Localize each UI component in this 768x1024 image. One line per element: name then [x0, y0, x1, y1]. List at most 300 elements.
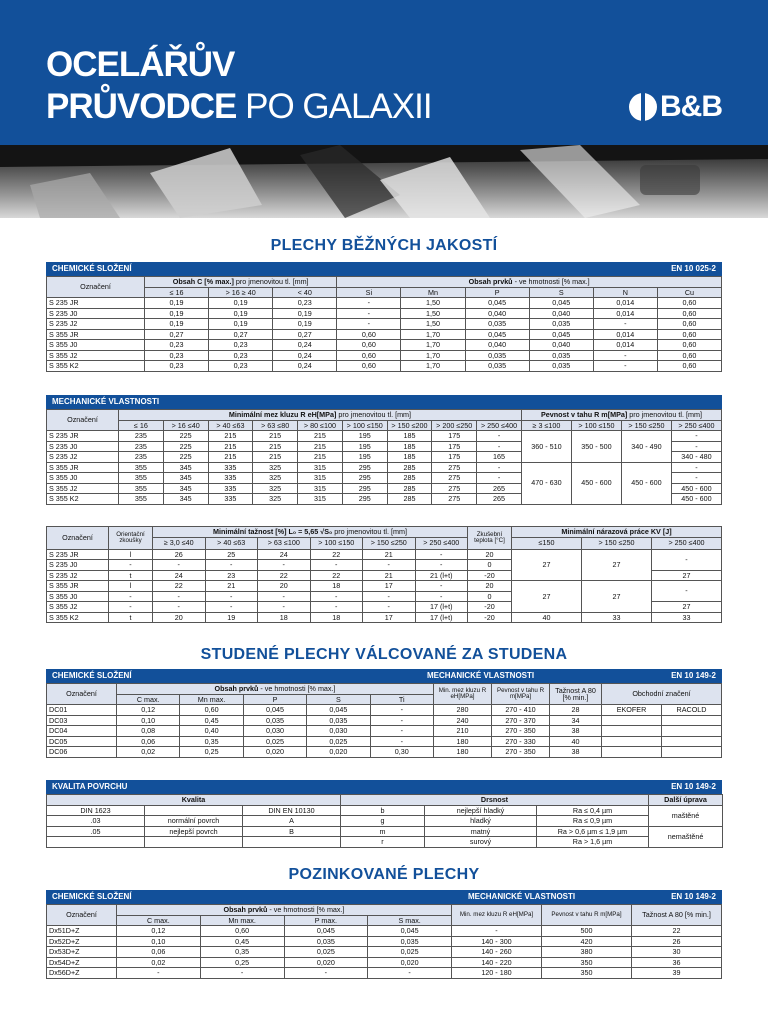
table-cell: 235	[119, 441, 164, 452]
page-title-line2: PRŮVODCE PO GALAXII	[46, 87, 432, 126]
table-cell: 0,045	[284, 926, 368, 937]
table-cell: 0,19	[273, 319, 337, 330]
table-row	[47, 826, 723, 837]
table-cell: 0,23	[145, 340, 209, 351]
table-cell: 21 (l+t)	[415, 570, 468, 581]
column-header: Tažnost A 80 [% min.]	[550, 684, 602, 705]
column-header: Min. mez kluzu R eH[MPa]	[434, 684, 492, 705]
table-cell: 335	[208, 473, 253, 484]
table-cell: A	[243, 816, 341, 827]
table-cell: -	[477, 462, 522, 473]
table-cell: -	[671, 462, 721, 473]
table-row	[47, 329, 722, 340]
table-cell: -	[117, 968, 201, 979]
table-cell: 0,12	[117, 705, 180, 716]
table-cell: 215	[208, 441, 253, 452]
table-cell: 175	[432, 431, 477, 442]
table-cell: 140 - 260	[452, 947, 542, 958]
table-cell: 0,10	[117, 715, 180, 726]
table-cell: S 355 K2	[47, 361, 145, 372]
column-header: > 100 ≤150	[571, 420, 621, 431]
table-cell: 0,12	[117, 926, 201, 937]
table-cell	[602, 715, 662, 726]
table-cell: 0,24	[273, 361, 337, 372]
table-cell: 185	[387, 431, 432, 442]
column-header: Orientační zkoušky	[109, 527, 153, 550]
table-cell: 18	[258, 612, 311, 623]
table-cell: 0,040	[465, 308, 529, 319]
brand-logo: B&B	[629, 90, 722, 124]
table-cell: 20	[153, 612, 206, 623]
table-cell: 1,70	[401, 340, 465, 351]
column-header: ≤150	[512, 537, 582, 549]
table-cell: 0,045	[529, 298, 593, 309]
table-cell: nejlepší hladký	[425, 805, 537, 816]
table-cell: 340 - 480	[671, 452, 721, 463]
table-cell: 0,60	[180, 705, 243, 716]
table-cell: 285	[387, 473, 432, 484]
table-row	[47, 462, 722, 473]
column-header: > 250 ≤400	[652, 537, 722, 549]
table-cell: 25	[205, 549, 258, 560]
table-cell: -	[109, 602, 153, 613]
table-cell: RACOLD	[662, 705, 722, 716]
table-cell: 22	[310, 570, 363, 581]
table-cell: -	[200, 968, 284, 979]
table-cell: nejlepší povrch	[145, 826, 243, 837]
table-cell: 350	[542, 957, 632, 968]
table-cell: 185	[387, 441, 432, 452]
table-cell: S 355 K2	[47, 494, 119, 505]
table-cell: S 355 J2	[47, 350, 145, 361]
column-header: P max.	[284, 915, 368, 926]
column-header: Označení	[47, 684, 117, 705]
table-cell: t	[109, 570, 153, 581]
table-cell: 0,020	[284, 957, 368, 968]
table-cell: 165	[477, 452, 522, 463]
table-cell: DC06	[47, 747, 117, 758]
column-header: > 16 ≤40	[163, 420, 208, 431]
table-cell: 33	[582, 612, 652, 623]
table-cell: -	[363, 591, 416, 602]
table-cell: -	[415, 549, 468, 560]
table-cell: 27	[652, 570, 722, 581]
table-cell: 0,035	[529, 319, 593, 330]
column-header: Pevnost v tahu R m[MPa]	[542, 905, 632, 926]
table-cell: 450 - 600	[621, 462, 671, 504]
table-cell: 1,70	[401, 361, 465, 372]
table-cell: -	[109, 560, 153, 571]
table-cell: 30	[632, 947, 722, 958]
table-row	[47, 308, 722, 319]
table-row	[47, 726, 722, 737]
table-cell: 38	[550, 726, 602, 737]
table-cell: 24	[258, 549, 311, 560]
table-cell: 0,020	[243, 747, 306, 758]
table-cell: 0,035	[465, 319, 529, 330]
table-cell: 315	[298, 462, 343, 473]
chem-composition-table-1: CHEMICKÉ SLOŽENÍ EN 10 025-2 Označení Obsah C [% max.] pro jmenovitou tl. [mm] Obsah prvků - ve hmotnosti [% max.] ≤ 16 > 16 ≥ 40 < 40 Si Mn P S N Cu S 235 JR 0,19 0,19 0,23 - 1,50 0,045 0,045 0,014 0,60 S 235 J0 0,19 0,19 0,19 - 1,50 0,040 0,040 0,014 0,60 S 235 J2 0,19 0,19 0,19 - 1,50 0,035 0,035 - 0,60 S 355 JR 0,27 0,27 0,27 0,60 1,70 0,045 0,045 0,014 0,60 S 355 J0 0,23 0,23 0,24 0,60 1,70 0,040 0,040 0,014 0,60 S 355 J2 0,23 0,23 0,24 0,60 1,70 0,035 0,035 - 0,60 S 355 K2 0,23 0,23 0,24 0,60 1,70 0,035 0,035 - 0,60	[46, 262, 722, 372]
table-cell: -	[258, 602, 311, 613]
table-cell: 325	[253, 473, 298, 484]
table-cell: DC04	[47, 726, 117, 737]
table-cell: 27	[512, 549, 582, 581]
column-header: ≤ 16	[145, 287, 209, 298]
column-header: Minimální mez kluzu R eH[MPa] pro jmenovitou tl. [mm]	[119, 410, 522, 421]
column-header: Cu	[657, 287, 721, 298]
table-cell: 275	[432, 473, 477, 484]
table-cell: 0	[468, 591, 512, 602]
table-row	[47, 298, 722, 309]
table-cell: normální povrch	[145, 816, 243, 827]
table-cell: 0,040	[529, 340, 593, 351]
table-cell: -	[153, 602, 206, 613]
table-cell: -	[258, 560, 311, 571]
galvanized-table: CHEMICKÉ SLOŽENÍ MECHANICKÉ VLASTNOSTI EN 10 149-2 Označení Obsah prvků - ve hmotnosti [% max.] Min. mez kluzu R eH[MPa] Pevnost v tahu R m[MPa] Tažnost A 80 [% min.] C max. Mn max. P max. S max. Dx51D+Z 0,12 0,60 0,045 0,045 - 500 22 Dx52D+Z 0,10 0,45 0,035 0,035 140 - 300 420 26 Dx53D+Z 0,06 0,35 0,025 0,025 140 - 260 380 30 Dx54D+Z 0,02 0,25 0,020 0,020 140 - 220 350 36 Dx56D+Z - - - - 120 - 180 350 39	[46, 890, 722, 979]
table-cell: 450 - 600	[671, 483, 721, 494]
table-cell: 33	[652, 612, 722, 623]
table-cell: Dx53D+Z	[47, 947, 117, 958]
table-cell: -	[671, 473, 721, 484]
column-header: > 100 ≤150	[342, 420, 387, 431]
table-cell: 0,045	[243, 705, 306, 716]
table-cell: S 355 J2	[47, 602, 109, 613]
table-cell: 1,70	[401, 329, 465, 340]
table-cell: 0,020	[307, 747, 370, 758]
table-row	[47, 549, 722, 560]
table-cell: 27	[582, 549, 652, 581]
table-cell: 0,19	[145, 308, 209, 319]
table-cell: 0,27	[209, 329, 273, 340]
table-row	[47, 319, 722, 330]
table-cell: 0,35	[200, 947, 284, 958]
column-header: > 250 ≤400	[415, 537, 468, 549]
table-cell: 0,60	[657, 308, 721, 319]
table-cell: -	[415, 560, 468, 571]
table-cell: b	[341, 805, 425, 816]
table-cell: 195	[342, 431, 387, 442]
table-cell: 335	[208, 494, 253, 505]
column-header: C max.	[117, 915, 201, 926]
table-cell: 275	[432, 494, 477, 505]
table-cell: 0,45	[180, 715, 243, 726]
table-cell: -	[593, 350, 657, 361]
table-cell: 0,23	[145, 350, 209, 361]
table-cell	[47, 837, 145, 848]
table-cell: 0,23	[209, 361, 273, 372]
table-cell: 0,014	[593, 329, 657, 340]
column-header: Mn max.	[200, 915, 284, 926]
table-cell: 315	[298, 494, 343, 505]
table-cell: 360 - 510	[521, 431, 571, 463]
table-row	[47, 816, 723, 827]
table-cell: r	[341, 837, 425, 848]
table-cell: S 235 J2	[47, 452, 119, 463]
table-cell: 36	[632, 957, 722, 968]
table-cell: 20	[258, 581, 311, 592]
table-cell: -	[337, 319, 401, 330]
table-cell: 180	[434, 736, 492, 747]
table-cell	[602, 736, 662, 747]
table-cell: 0,25	[180, 747, 243, 758]
table-cell: maštěné	[649, 805, 723, 826]
table-cell: m	[341, 826, 425, 837]
table-cell: 0,014	[593, 308, 657, 319]
table-cell: 275	[432, 483, 477, 494]
table-cell: 120 - 180	[452, 968, 542, 979]
table-cell: DC01	[47, 705, 117, 716]
table-cell: 0,23	[209, 350, 273, 361]
table-cell: S 235 J0	[47, 560, 109, 571]
column-header: ≤ 16	[119, 420, 164, 431]
column-header: Drsnost	[341, 795, 649, 806]
table-cell: S 235 J0	[47, 441, 119, 452]
table-cell: B	[243, 826, 341, 837]
column-header: < 40	[273, 287, 337, 298]
table-cell: 270 - 350	[492, 747, 550, 758]
table-cell: -	[671, 431, 721, 442]
table-cell: 26	[632, 936, 722, 947]
table-cell: 0,014	[593, 298, 657, 309]
column-header: P	[243, 694, 306, 705]
table-cell: S 355 JR	[47, 329, 145, 340]
surface-quality-table: KVALITA POVRCHU EN 10 149-2 Kvalita Drsnost Další úprava DIN 1623 DIN EN 10130 b nejlepší hladký Ra ≤ 0,4 µm maštěné .03 normální povrch A g hladký Ra ≤ 0,9 µm .05 nejlepší povrch B m matný Ra > 0,6 µm ≤ 1,9 µm nemaštěné r surový Ra > 1,6 µm	[46, 780, 722, 848]
column-header: > 150 ≤250	[621, 420, 671, 431]
table-cell: 180	[434, 747, 492, 758]
table-cell: Dx56D+Z	[47, 968, 117, 979]
table-cell: -	[671, 441, 721, 452]
table-cell: 19	[205, 612, 258, 623]
column-header: Označení	[47, 905, 117, 926]
column-header: Kvalita	[47, 795, 341, 806]
table-row	[47, 805, 723, 816]
table-cell: nemaštěné	[649, 826, 723, 847]
column-header: Pevnost v tahu R m[MPa] pro jmenovitou tl. [mm]	[521, 410, 721, 421]
table-cell	[662, 715, 722, 726]
table-cell: 40	[512, 612, 582, 623]
table-cell: 0,40	[180, 726, 243, 737]
column-header: > 16 ≥ 40	[209, 287, 273, 298]
table-cell: 0,23	[273, 298, 337, 309]
table-cell: -	[370, 736, 433, 747]
table-cell: 0,45	[200, 936, 284, 947]
table-cell: 345	[163, 494, 208, 505]
table-cell	[145, 805, 243, 816]
table-cell: 340 - 490	[621, 431, 671, 463]
table-cell: 20	[468, 549, 512, 560]
table-cell: -	[337, 308, 401, 319]
column-header: C max.	[117, 694, 180, 705]
table-cell: 0,035	[465, 350, 529, 361]
table-cell: 450 - 600	[671, 494, 721, 505]
table-cell: 0,025	[368, 947, 452, 958]
table-cell: 315	[298, 483, 343, 494]
table-cell: -	[652, 549, 722, 570]
table-cell: -	[205, 602, 258, 613]
table-cell: 1,50	[401, 298, 465, 309]
table-cell: 24	[153, 570, 206, 581]
table-cell: 39	[632, 968, 722, 979]
table-cell: S 235 JR	[47, 549, 109, 560]
column-header: Obsah C [% max.] pro jmenovitou tl. [mm]	[145, 277, 337, 288]
page-title-line1: OCELÁŘŮV	[46, 45, 235, 84]
table-row	[47, 705, 722, 716]
table-cell: 27	[512, 581, 582, 613]
table-cell: 22	[310, 549, 363, 560]
mechanical-properties-table-1: MECHANICKÉ VLASTNOSTI Označení Minimální mez kluzu R eH[MPa] pro jmenovitou tl. [mm] Pevnost v tahu R m[MPa] pro jmenovitou tl. [mm] ≤ 16 > 16 ≤40 > 40 ≤63 > 63 ≤80 > 80 ≤100 > 100 ≤150 > 150 ≤200 > 200 ≤250 > 250 ≤400 ≥ 3 ≤100 > 100 ≤150 > 150 ≤250 > 250 ≤400 S 235 JR 235 225 215 215 215 195 185 175 - 360 - 510 350 - 500 340 - 490 - S 235 J0 235 225 215 215 215 195 185 175 - - S 235 J2 235 225 215 215 215 195 185 175 165 340 - 480 S 355 JR 355 345 335 325 315 295 285 275 - 470 - 630 450 - 600 450 - 600 - S 355 J0 355 345 335 325 315 295 285 275 - - S 355 J2 355 345 335 325 315 295 285 275 265 450 - 600 S 355 K2 355 345 335 325 315 295 285 275 265 450 - 600	[46, 395, 722, 505]
table-cell: 22	[153, 581, 206, 592]
table-cell: 355	[119, 473, 164, 484]
table-cell: 0,035	[243, 715, 306, 726]
table-cell: S 355 J2	[47, 483, 119, 494]
column-header: Mn	[401, 287, 465, 298]
table-cell: 185	[387, 452, 432, 463]
logo-circle-icon	[629, 93, 657, 121]
column-header: Min. mez kluzu R eH[MPa]	[452, 905, 542, 926]
table-cell: 265	[477, 483, 522, 494]
table-cell: 0,035	[465, 361, 529, 372]
table-cell: -	[370, 705, 433, 716]
column-header: ≥ 3,0 ≤40	[153, 537, 206, 549]
column-header: > 150 ≤250	[582, 537, 652, 549]
table-row	[47, 936, 722, 947]
table-row	[47, 947, 722, 958]
table-cell: 325	[253, 462, 298, 473]
table-cell: 350	[542, 968, 632, 979]
table-cell: 215	[208, 431, 253, 442]
table-cell: 0,06	[117, 947, 201, 958]
table-cell: -	[109, 591, 153, 602]
table-cell: -	[363, 560, 416, 571]
table-cell: 355	[119, 483, 164, 494]
table-cell: 0,60	[337, 361, 401, 372]
table-cell: 225	[163, 452, 208, 463]
table-cell: 500	[542, 926, 632, 937]
table-row	[47, 612, 722, 623]
column-header: > 40 ≤63	[208, 420, 253, 431]
column-header: Označení	[47, 410, 119, 431]
table-cell: 295	[342, 473, 387, 484]
table-cell: 0,045	[529, 329, 593, 340]
header-banner	[0, 0, 768, 145]
column-header: > 150 ≤200	[387, 420, 432, 431]
column-header: > 100 ≤150	[310, 537, 363, 549]
table-cell: 27	[582, 581, 652, 613]
table-cell: -	[415, 581, 468, 592]
table-cell: 140 - 220	[452, 957, 542, 968]
table-cell: 0,24	[273, 350, 337, 361]
table-cell: 285	[387, 483, 432, 494]
column-header: P	[465, 287, 529, 298]
table-cell: 285	[387, 462, 432, 473]
table-cell: 0,19	[209, 308, 273, 319]
column-header: Pevnost v tahu R m[MPa]	[492, 684, 550, 705]
table-cell: 215	[298, 441, 343, 452]
column-header: > 200 ≤250	[432, 420, 477, 431]
table-cell: .05	[47, 826, 145, 837]
table-cell: S 235 J2	[47, 319, 145, 330]
column-header: S max.	[368, 915, 452, 926]
table-cell: -	[337, 298, 401, 309]
table-cell: -	[310, 591, 363, 602]
column-header: > 80 ≤100	[298, 420, 343, 431]
table-cell: -20	[468, 570, 512, 581]
table-row	[47, 361, 722, 372]
table-cell: S 235 JR	[47, 431, 119, 442]
table-cell: 0,35	[180, 736, 243, 747]
table-cell: Dx52D+Z	[47, 936, 117, 947]
column-header: > 40 ≤63	[205, 537, 258, 549]
table-cell: 450 - 600	[571, 462, 621, 504]
table-cell: S 355 J0	[47, 340, 145, 351]
table-row	[47, 926, 722, 937]
table-row	[47, 837, 723, 848]
table-row	[47, 581, 722, 592]
table-cell: 0,035	[368, 936, 452, 947]
table-cell: 315	[298, 473, 343, 484]
table-cell: 0,60	[657, 350, 721, 361]
column-header: S	[307, 694, 370, 705]
table-cell: 355	[119, 494, 164, 505]
table-cell: 21	[363, 549, 416, 560]
section-title-galvanized: POZINKOVANÉ PLECHY	[288, 866, 480, 883]
table-cell: 0,19	[273, 308, 337, 319]
table-cell: S 355 JR	[47, 462, 119, 473]
table-cell: 195	[342, 452, 387, 463]
table-cell: 21	[205, 581, 258, 592]
table-cell: 420	[542, 936, 632, 947]
table-cell: l	[109, 581, 153, 592]
table-cell	[243, 837, 341, 848]
table-cell: DC05	[47, 736, 117, 747]
table-cell: g	[341, 816, 425, 827]
table-cell: -	[370, 726, 433, 737]
table-cell: -	[652, 581, 722, 602]
table-cell: 345	[163, 483, 208, 494]
table-cell: 0,19	[145, 319, 209, 330]
table-cell: 225	[163, 431, 208, 442]
table-cell: 18	[310, 581, 363, 592]
table-cell: 470 - 630	[521, 462, 571, 504]
column-header: > 250 ≤400	[671, 420, 721, 431]
table-cell: -	[593, 319, 657, 330]
table-cell: 40	[550, 736, 602, 747]
table-cell: -	[368, 968, 452, 979]
table-cell: 0,035	[529, 361, 593, 372]
table-cell: 0,045	[368, 926, 452, 937]
table-cell: 0,19	[209, 319, 273, 330]
table-cell: 270 - 350	[492, 726, 550, 737]
table-row	[47, 350, 722, 361]
table-cell: 265	[477, 494, 522, 505]
table-cell: 0,60	[657, 319, 721, 330]
table-cell: 0,06	[117, 736, 180, 747]
machinery-photo	[0, 145, 768, 218]
table-cell: 34	[550, 715, 602, 726]
table-cell: 0,08	[117, 726, 180, 737]
table-cell: 17	[363, 581, 416, 592]
column-header: Mn max.	[180, 694, 243, 705]
table-cell: 355	[119, 462, 164, 473]
table-cell	[145, 837, 243, 848]
table-cell: 0,045	[465, 329, 529, 340]
table-row	[47, 747, 722, 758]
table-cell: 215	[253, 441, 298, 452]
table-cell: S 235 J2	[47, 570, 109, 581]
table-cell	[662, 726, 722, 737]
table-cell: 210	[434, 726, 492, 737]
table-cell: 0,60	[657, 361, 721, 372]
